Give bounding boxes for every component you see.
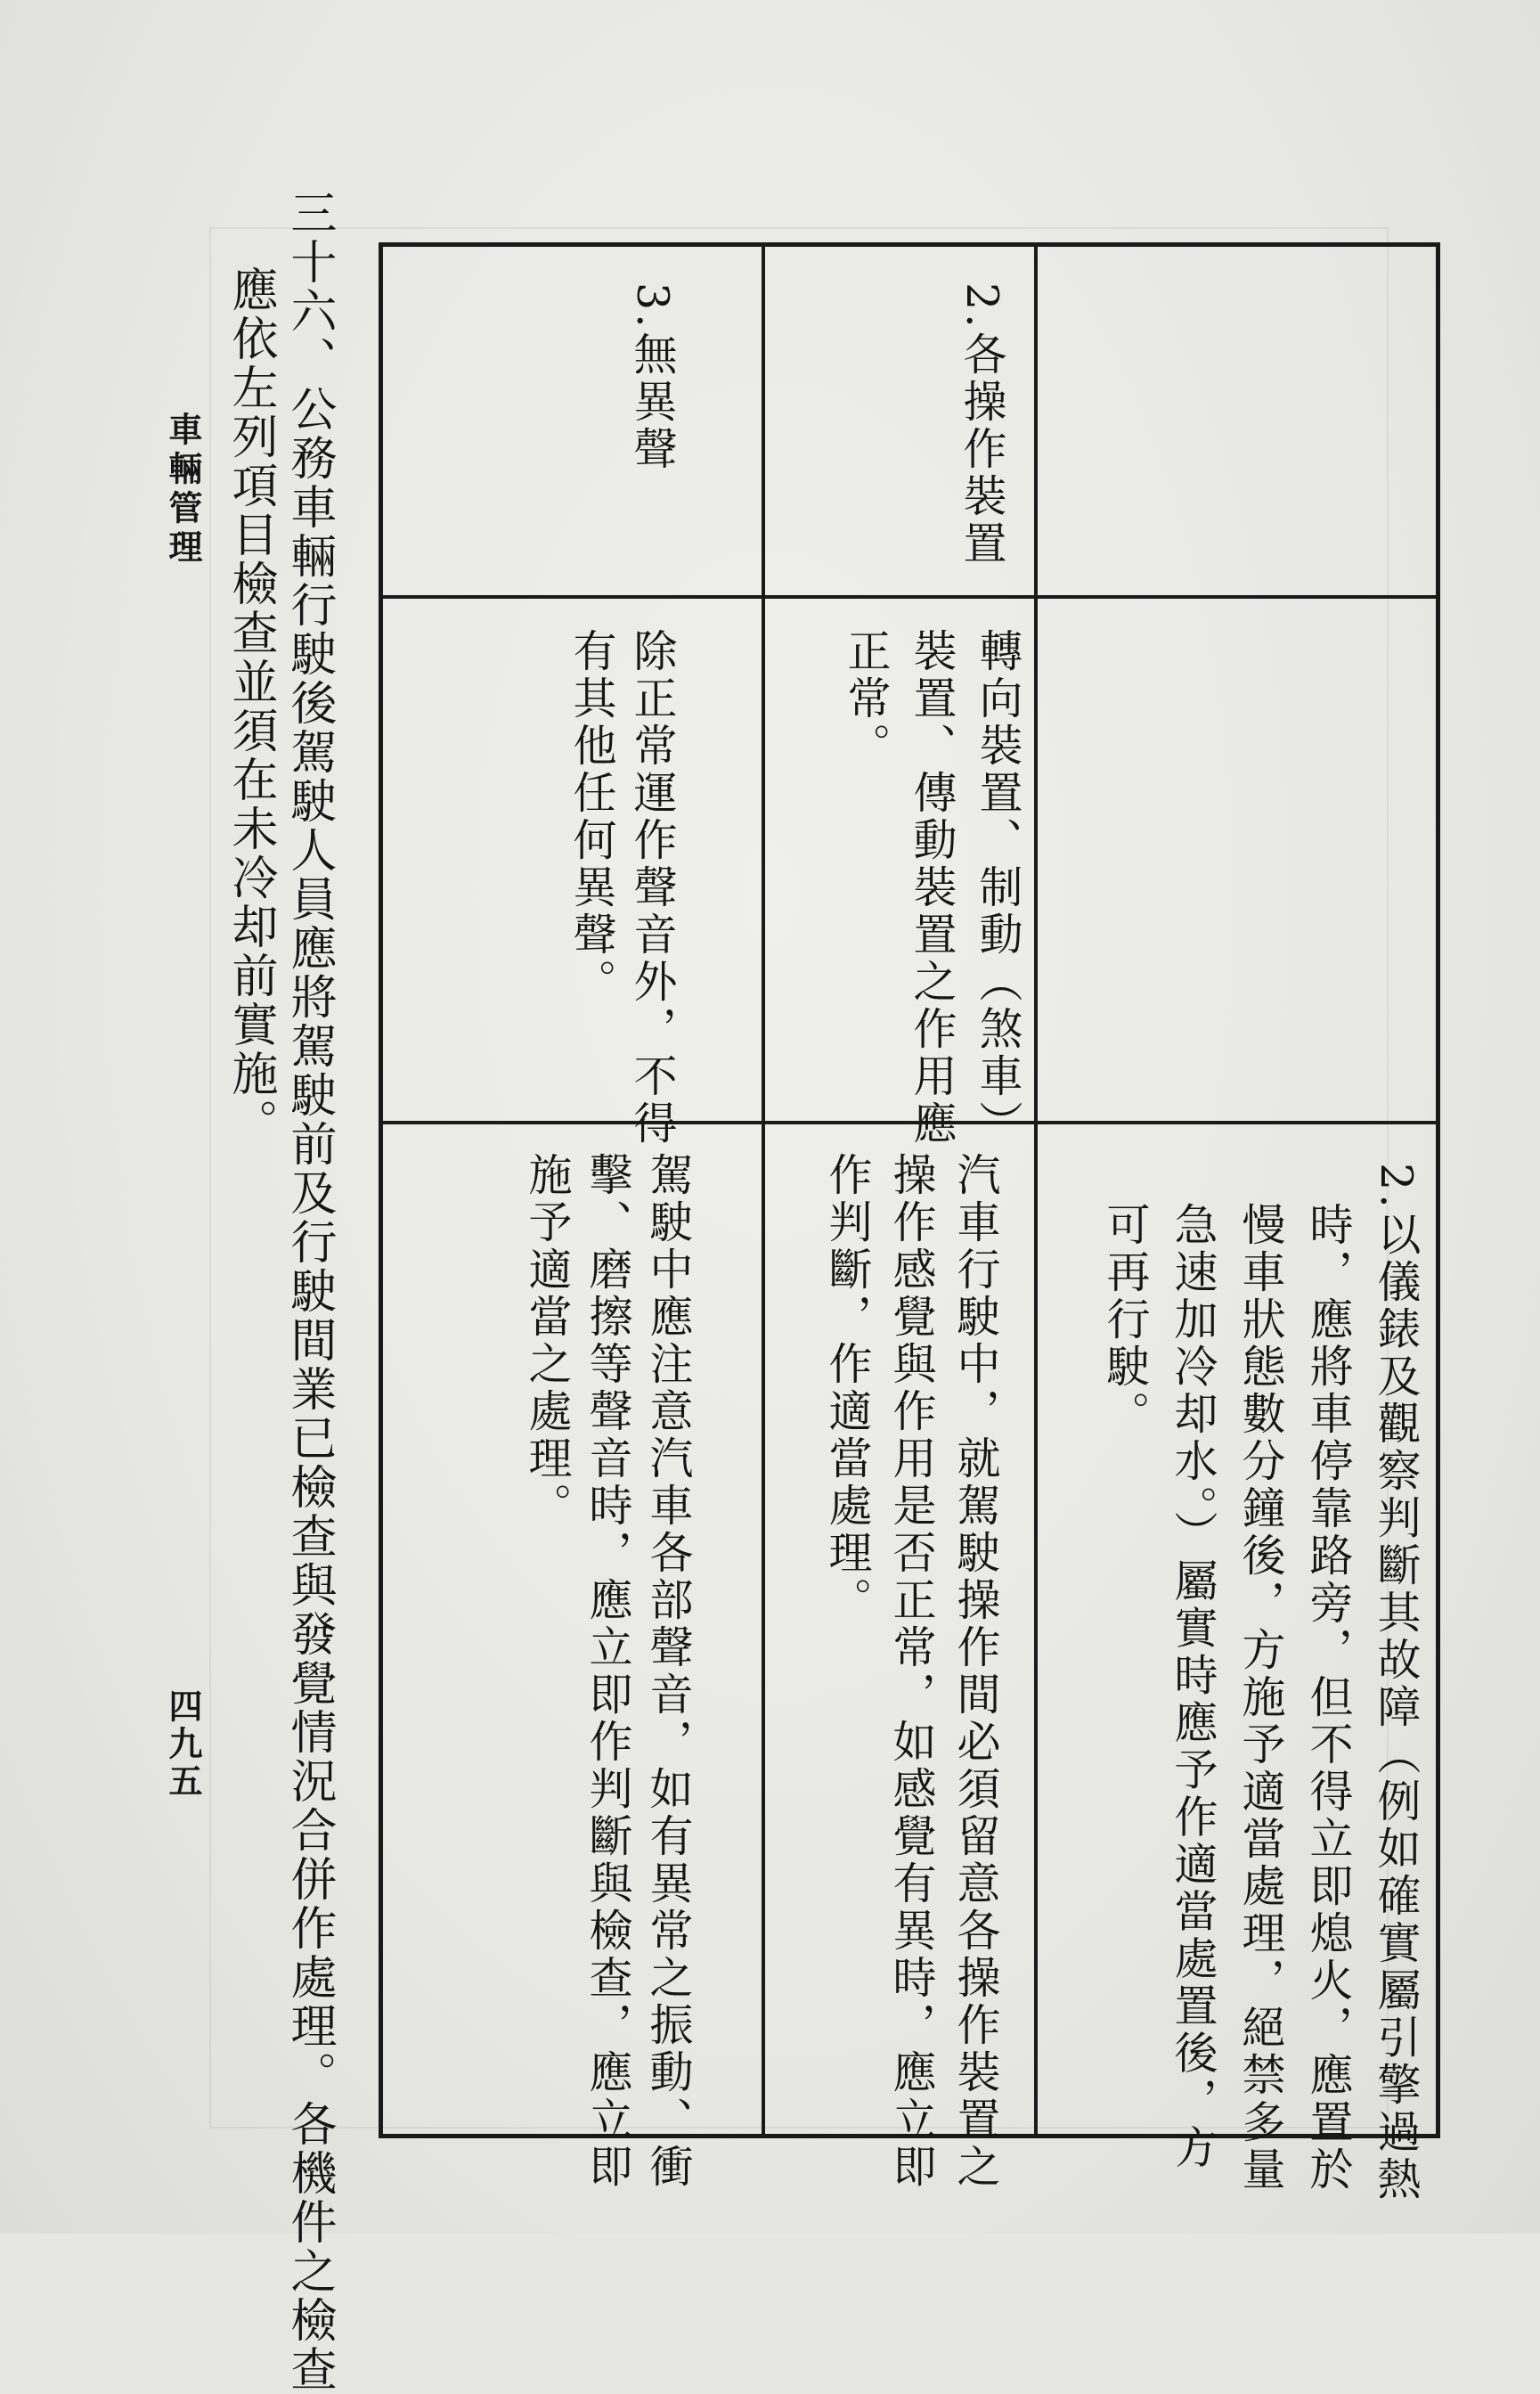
table-col-divider-1 <box>762 247 765 2134</box>
continued-check-line-4: 急速加冷却水。）屬實時應予作適當處置後，方 <box>1168 1202 1218 2172</box>
continued-check-line-1: 2.以儀錶及觀察判斷其故障（例如確實屬引擎過熱 <box>1371 1163 1422 2203</box>
item-3-label: 3.無異聲 <box>627 282 678 473</box>
item-2-check <box>815 1152 1007 2191</box>
running-header-title: 車輛管理 <box>163 412 203 568</box>
page-number: 四九五 <box>163 1688 203 1801</box>
item-3-check-line-3: 施予適當之處理。 <box>522 1152 573 1530</box>
item-3-check-line-1: 駕駛中應注意汽車各部聲音，如有異常之振動、衝 <box>643 1152 694 2191</box>
continued-check-line-5: 可再行駛。 <box>1100 1202 1151 1438</box>
continued-check-line-3: 慢車狀態數分鐘後，方施予適當處理，絕禁多量 <box>1235 1202 1286 2194</box>
table-col-divider-2 <box>1034 247 1038 2134</box>
item-2-standard-line-1: 轉向裝置、制動（煞車） <box>973 628 1023 1148</box>
item-2-standard-line-3: 正常。 <box>841 628 892 770</box>
continued-check-text <box>1091 1163 1430 2203</box>
inspection-table <box>379 242 1440 2203</box>
item-3-standard-line-1: 除正常運作聲音外，不得 <box>627 628 678 1148</box>
item-3-standard-line-2: 有其他任何異聲。 <box>566 628 617 1006</box>
item-36-line-1: 三十六、公務車輛行駛後駕駛人員應將駕駛前及行駛間業已檢查與發覺情況合併作處理。各機件之檢查 <box>282 189 336 2394</box>
item-2-check-line-3: 作判斷，作適當處理。 <box>822 1152 873 1624</box>
item-2-standard <box>833 628 1031 1148</box>
item-2-standard-line-2: 裝置、傳動裝置之作用應 <box>907 628 957 1148</box>
item-36-line-2: 應依左列項目檢查並須在未冷却前實施。 <box>224 266 277 1148</box>
item-36-paragraph <box>221 189 338 2394</box>
item-2-check-line-2: 操作感覺與作用是否正常，如感覺有異時，應立即 <box>886 1152 937 2191</box>
item-3-check-line-2: 擊、磨擦等聲音時，應立即作判斷與檢查，應立即 <box>583 1152 633 2191</box>
item-3-standard <box>561 628 682 1148</box>
table-row-divider-1 <box>383 595 1436 599</box>
item-3-check <box>517 1152 698 2191</box>
continued-check-line-2: 時，應將車停靠路旁，但不得立即熄火，應置於 <box>1303 1202 1354 2194</box>
item-2-check-line-1: 汽車行駛中，就駕駛操作間必須留意各操作裝置之 <box>950 1152 1001 2191</box>
item-2-label: 2.各操作裝置 <box>957 282 1007 568</box>
